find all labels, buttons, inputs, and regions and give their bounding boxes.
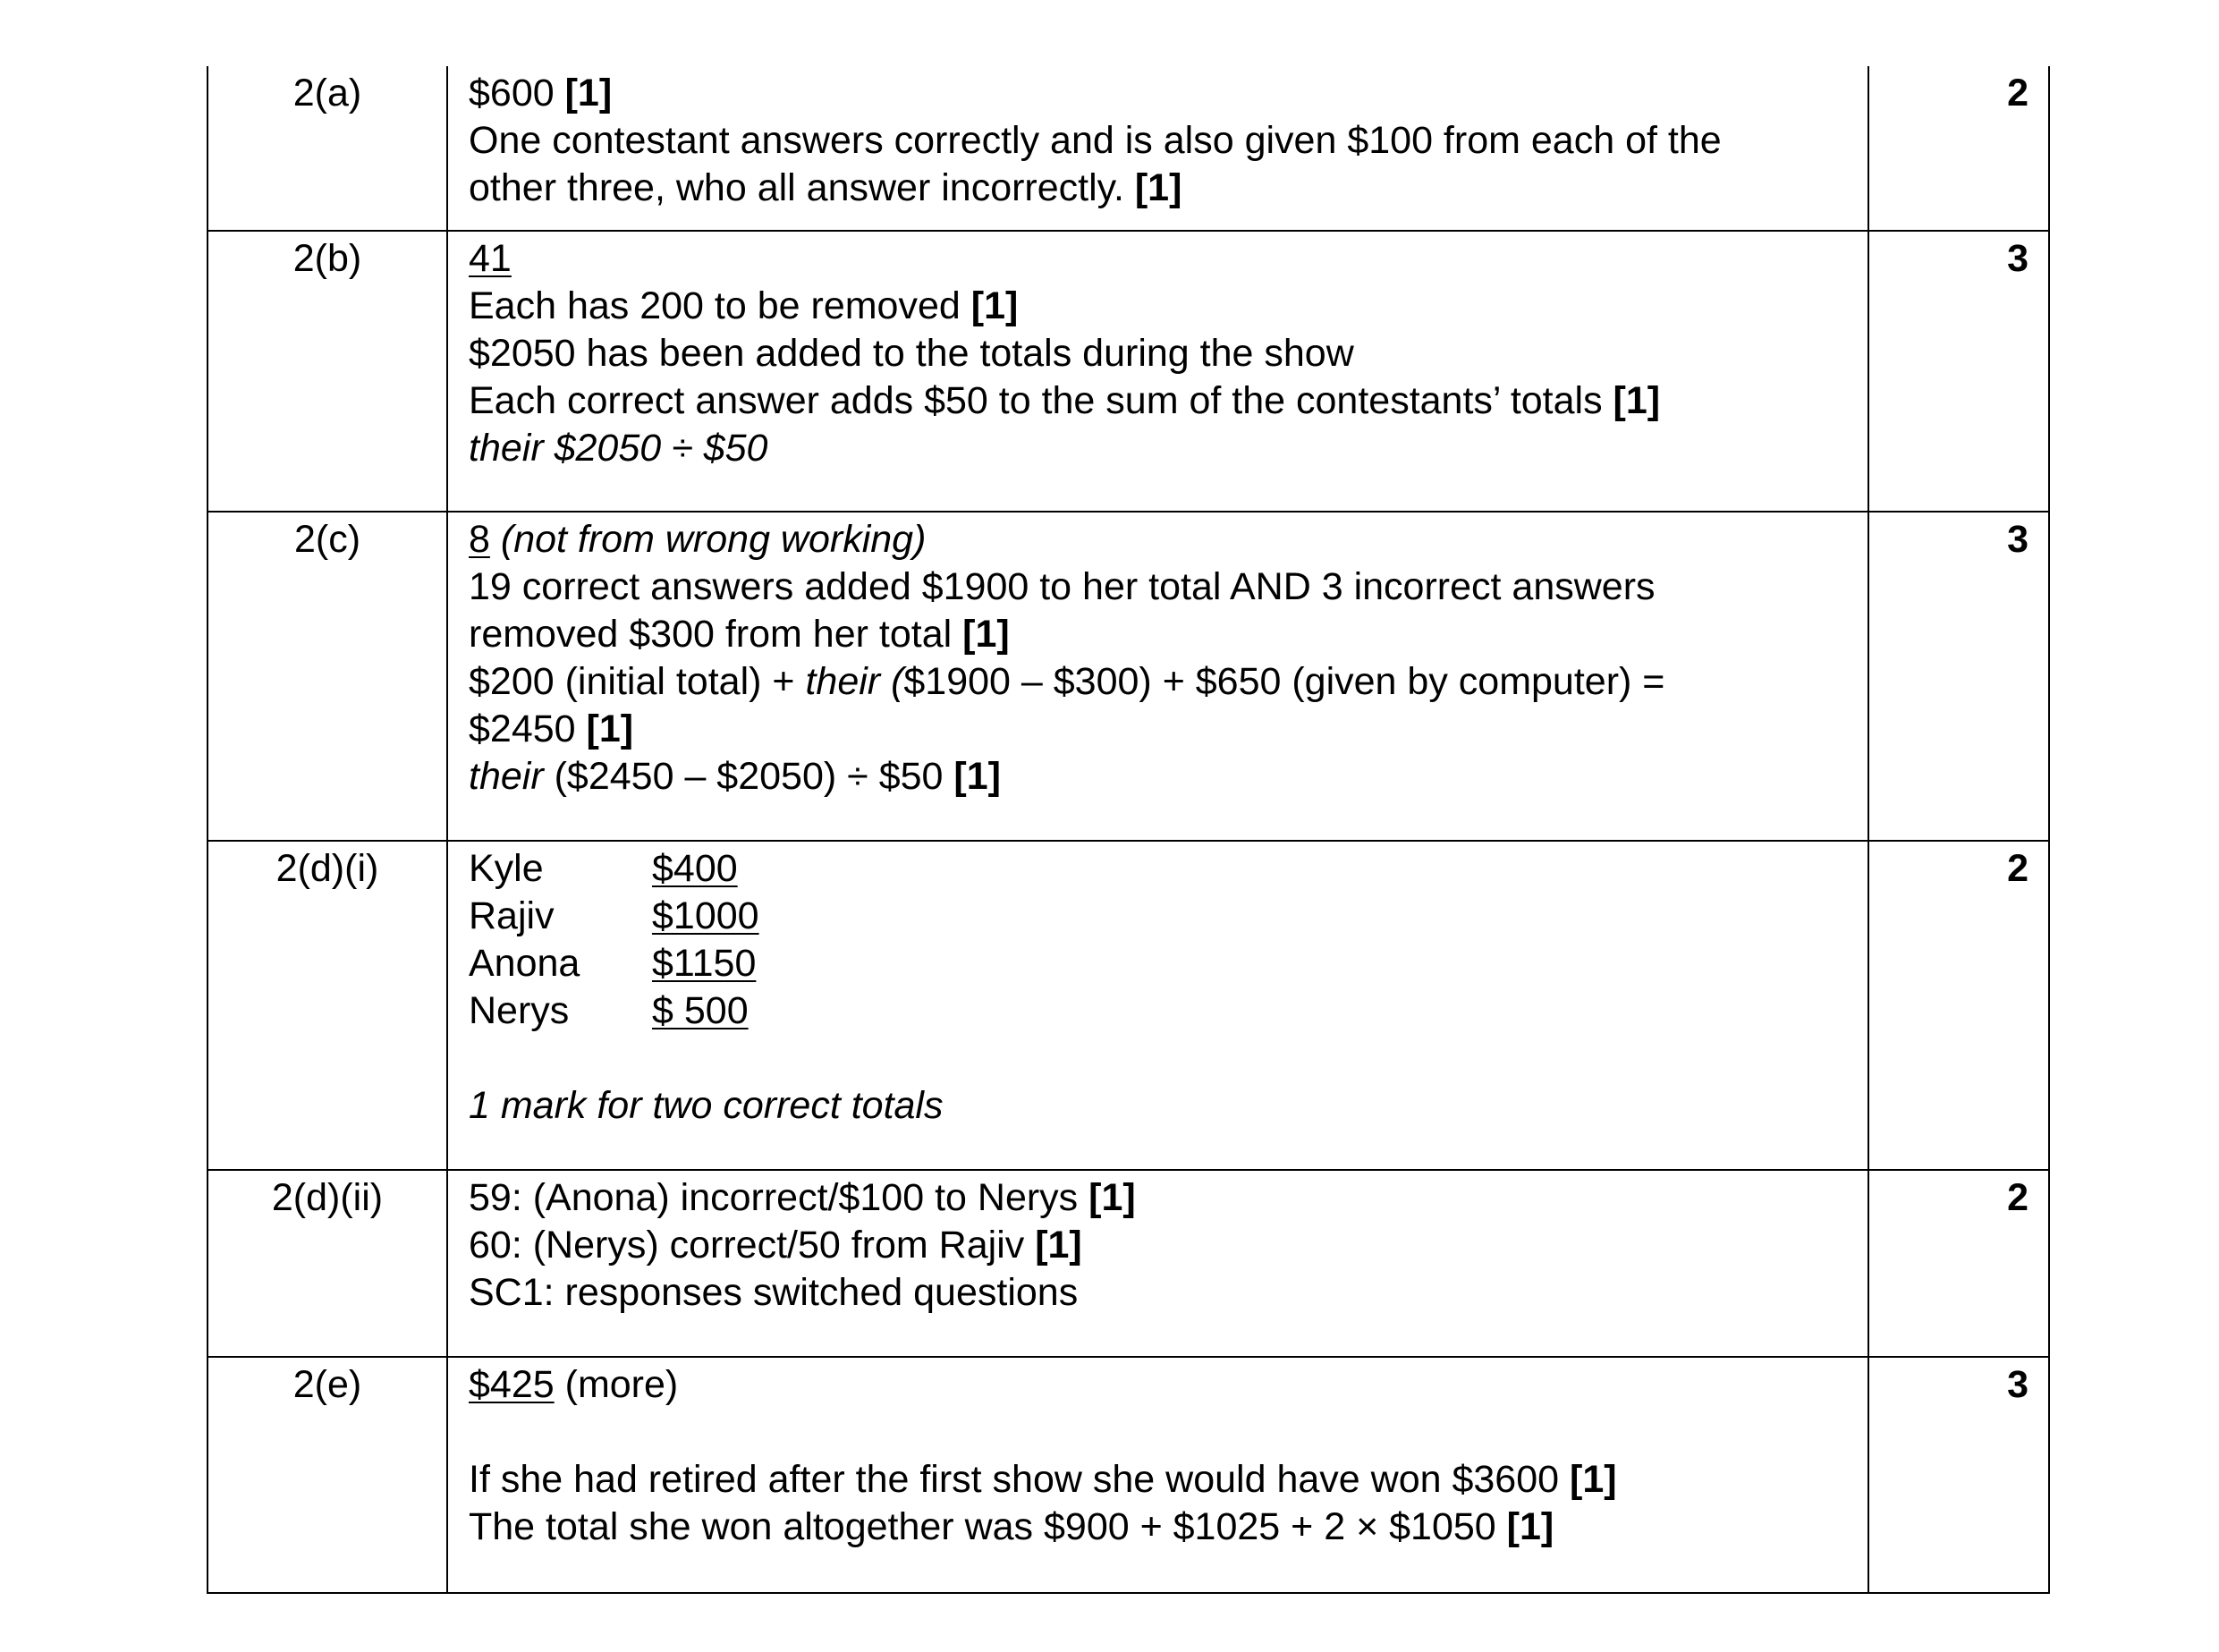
mark-award: [1] <box>586 707 634 750</box>
contestant-amount: $400 <box>652 847 738 890</box>
contestant-total <box>469 893 1850 940</box>
mark-scheme-table <box>207 66 2050 1594</box>
contestant-name: Anona <box>469 942 580 985</box>
answer-line <box>469 516 1850 563</box>
answer-text: Each correct answer adds $50 to the sum of the contestants’ totals <box>469 379 1613 422</box>
answer-line <box>469 1504 1850 1551</box>
contestant-totals-list <box>469 845 1850 1035</box>
answer-text: $600 <box>469 72 565 114</box>
question-number: 2(b) <box>208 231 447 512</box>
answer-text: $1900 – $300) + $650 (given by computer) = <box>903 660 1665 703</box>
answer-text: $425 <box>469 1363 555 1406</box>
answer-text: The total she won altogether was $900 + $1025 + 2 × $1050 <box>469 1505 1507 1548</box>
answer-line <box>469 1174 1850 1222</box>
question-number: 2(d)(i) <box>208 841 447 1170</box>
answer-text: $200 (initial total) + <box>469 660 806 703</box>
answer-line <box>469 425 1850 472</box>
row-2di <box>208 841 2049 1170</box>
contestant-name: Nerys <box>469 989 570 1032</box>
answer-line <box>469 1456 1850 1504</box>
answer-text: 19 correct answers added $1900 to her total AND 3 incorrect answers <box>469 565 1656 608</box>
answer-line <box>469 753 1850 801</box>
row-2b <box>208 231 2049 512</box>
answer-cell <box>447 66 1868 231</box>
answer-text: Each has 200 to be removed <box>469 284 971 327</box>
question-number: 2(a) <box>208 66 447 231</box>
contestant-amount: $1150 <box>652 942 757 985</box>
answer-text: If she had retired after the first show she would have won $3600 <box>469 1458 1571 1501</box>
answer-text: ($2450 – $2050) ÷ $50 <box>543 755 954 798</box>
mark-award: [1] <box>1613 379 1661 422</box>
mark-award: [1] <box>962 613 1010 656</box>
marks-cell: 3 <box>1868 512 2049 841</box>
answer-text: other three, who all answer incorrectly. <box>469 166 1135 209</box>
row-2e <box>208 1357 2049 1593</box>
mark-award: [1] <box>564 72 613 114</box>
answer-cell <box>447 841 1868 1170</box>
answer-line <box>469 235 1850 283</box>
answer-cell <box>447 231 1868 512</box>
answer-text: 8 <box>469 518 490 561</box>
answer-line <box>469 611 1850 658</box>
question-number: 2(c) <box>208 512 447 841</box>
row-2a <box>208 66 2049 231</box>
answer-text: removed $300 from her total <box>469 613 963 656</box>
answer-text: $2050 has been added to the totals during the show <box>469 332 1354 375</box>
marks-cell: 3 <box>1868 1357 2049 1593</box>
question-number: 2(e) <box>208 1357 447 1593</box>
answer-line <box>469 563 1850 611</box>
answer-text: One contestant answers correctly and is also given $100 from each of the <box>469 119 1722 162</box>
marks-cell: 2 <box>1868 1170 2049 1357</box>
answer-line <box>469 1361 1850 1409</box>
answer-line <box>469 117 1850 165</box>
answer-text: 41 <box>469 237 512 280</box>
marks-cell: 2 <box>1868 841 2049 1170</box>
answer-line <box>469 330 1850 377</box>
contestant-total <box>469 845 1850 893</box>
answer-text: their <box>469 755 544 798</box>
mark-award: [1] <box>1134 166 1182 209</box>
marks-cell: 2 <box>1868 66 2049 231</box>
mark-award: [1] <box>953 755 1001 798</box>
contestant-amount: $ 500 <box>652 989 749 1032</box>
answer-text: their ( <box>805 660 904 703</box>
contestant-total <box>469 940 1850 987</box>
contestant-name: Rajiv <box>469 894 555 937</box>
answer-text <box>490 518 501 561</box>
contestant-total <box>469 987 1850 1035</box>
answer-line <box>469 1409 1850 1456</box>
answer-line <box>469 1269 1850 1317</box>
row-2c <box>208 512 2049 841</box>
mark-award: [1] <box>1035 1224 1082 1267</box>
answer-line <box>469 283 1850 330</box>
mark-award: [1] <box>1088 1176 1136 1219</box>
answer-text: $2450 <box>469 707 587 750</box>
answer-text: SC1: responses switched questions <box>469 1271 1079 1314</box>
question-number: 2(d)(ii) <box>208 1170 447 1357</box>
mark-award: [1] <box>970 284 1019 327</box>
row-2dii <box>208 1170 2049 1357</box>
answer-line <box>469 70 1850 117</box>
marking-note: 1 mark for two correct totals <box>469 1084 944 1127</box>
mark-award: [1] <box>1506 1505 1554 1548</box>
answer-line <box>469 658 1850 706</box>
answer-text: their $2050 ÷ $50 <box>469 427 768 470</box>
mark-award: [1] <box>1570 1458 1617 1501</box>
answer-line <box>469 706 1850 753</box>
contestant-name: Kyle <box>469 847 544 890</box>
answer-cell <box>447 1357 1868 1593</box>
answer-cell <box>447 1170 1868 1357</box>
contestant-amount: $1000 <box>652 894 759 937</box>
answer-text: 60: (Nerys) correct/50 from Rajiv <box>469 1224 1036 1267</box>
answer-text: (more) <box>554 1363 679 1406</box>
answer-line <box>469 165 1850 212</box>
answer-text: (not from wrong working) <box>500 518 927 561</box>
answer-text: 59: (Anona) incorrect/$100 to Nerys <box>469 1176 1089 1219</box>
answer-line <box>469 377 1850 425</box>
answer-cell <box>447 512 1868 841</box>
answer-line <box>469 1222 1850 1269</box>
marks-cell: 3 <box>1868 231 2049 512</box>
